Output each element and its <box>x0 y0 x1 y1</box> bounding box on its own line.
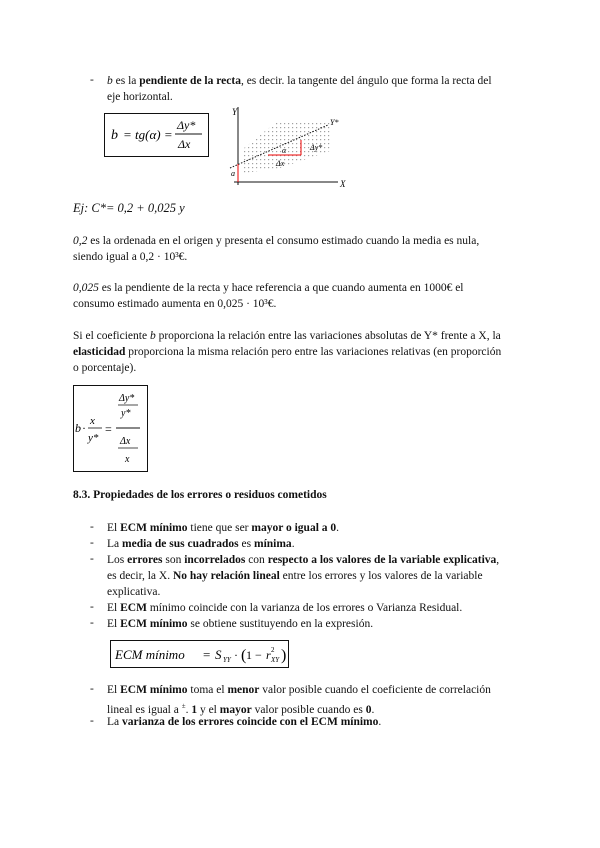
bullet-incorrelados-3: explicativa. <box>107 586 161 598</box>
ecm-rsub: XY <box>271 656 280 664</box>
bullet-dash: - <box>90 601 94 613</box>
formula-elasticity <box>74 386 147 471</box>
paragraph-slope-2: consumo estimado aumenta en 0,025 · 10³€. <box>73 298 277 310</box>
bullet-expresion: El ECM mínimo se obtiene sustituyendo en la expresión. <box>107 618 374 630</box>
ecm-rsup: 2 <box>271 646 275 654</box>
paragraph-intercept-1: 0,2 es la ordenada en el origen y presenta el consumo estimado cuando la media es nula, <box>73 235 480 247</box>
paragraph-slope-1: 0,025 es la pendiente de la recta y hace referencia a que cuando aumenta en 1000€ el <box>73 282 464 294</box>
dy-label: Δy* <box>310 143 323 152</box>
bullet-dash: - <box>90 553 94 565</box>
ecm-one-minus: 1 − <box>246 648 262 662</box>
ecm-rparen: ) <box>281 647 287 664</box>
bullet-dash: - <box>90 683 94 695</box>
formula-den: Δx <box>178 137 191 151</box>
alpha-label: α <box>282 146 287 155</box>
bullet-dash: - <box>90 617 94 629</box>
bullet-menor-1: El ECM mínimo toma el menor valor posible cuando el coeficiente de correlación <box>107 684 491 696</box>
intercept-label: a <box>231 169 235 178</box>
ecm-lparen: ( <box>241 647 247 664</box>
paragraph-elasticity-2: elasticidad proporciona la misma relación pero entre las variaciones relativas (en proporción <box>73 346 502 358</box>
bullet-dash: - <box>90 537 94 549</box>
example-equation: Ej: C*= 0,2 + 0,025 y <box>73 201 185 215</box>
bullet-incorrelados-2: es decir, la X. No hay relación lineal entre los errores y los valores de la variable <box>107 570 483 582</box>
elasticity-dx: Δx <box>120 436 131 447</box>
bullet-incorrelados-1: Los errores son incorrelados con respecto a los valores de la variable explicativa, <box>107 554 500 566</box>
formula-b: b <box>111 128 118 143</box>
formula-elasticity-box <box>73 385 148 472</box>
bullet-varianza-residual: El ECM mínimo coincide con la varianza de los errores o Varianza Residual. <box>107 602 463 614</box>
elasticity-dy: Δy* <box>119 393 135 404</box>
regression-graph <box>220 103 350 193</box>
ecm-dot: · <box>234 648 238 662</box>
formula-slope-box <box>104 113 209 157</box>
formula-num: Δy* <box>177 118 196 132</box>
bullet-varianza-ecm: La varianza de los errores coincide con el ECM mínimo. <box>107 716 382 728</box>
section-heading: 8.3. Propiedades de los errores o residuos cometidos <box>73 489 327 501</box>
elasticity-b: b <box>75 421 81 435</box>
formula-slope <box>105 114 208 156</box>
elasticity-ystar: y* <box>88 432 99 444</box>
formula-tg: = tg(α) = <box>123 127 173 142</box>
bullet-dash: - <box>90 74 94 86</box>
elasticity-eq: = <box>105 422 112 436</box>
bullet-media: La media de sus cuadrados es mínima. <box>107 538 295 550</box>
ecm-lhs: ECM mínimo <box>115 647 185 662</box>
intro-line-2: eje horizontal. <box>107 91 173 103</box>
formula-ecm-box <box>110 640 289 668</box>
elasticity-ystar2: y* <box>121 408 131 419</box>
paragraph-intercept-2: siendo igual a 0,2 · 10³€. <box>73 251 188 263</box>
ecm-Ssub: YY <box>223 656 231 664</box>
x-axis-label: X <box>340 179 346 189</box>
bullet-dash: - <box>90 715 94 727</box>
paragraph-elasticity-1: Si el coeficiente b proporciona la relación entre las variaciones absolutas de Y* frente a X, la <box>73 330 501 342</box>
line-label: Y* <box>330 118 339 127</box>
ecm-S: S <box>215 647 222 662</box>
ecm-eq: = <box>203 647 211 662</box>
elasticity-x2: x <box>125 454 130 465</box>
ecm-r: r <box>266 648 271 662</box>
intro-line-1: b es la pendiente de la recta, es decir. la tangente del ángulo que forma la recta del <box>107 75 492 87</box>
bullet-menor-2: lineal es igual a ±. 1 y el mayor valor posible cuando es 0. <box>107 702 375 716</box>
dx-label: Δx <box>276 159 285 168</box>
y-axis-label: Y <box>232 107 238 117</box>
elasticity-x: x <box>90 415 95 427</box>
elasticity-dot: · <box>82 421 86 435</box>
paragraph-elasticity-3: o porcentaje). <box>73 362 137 374</box>
bullet-ecm-min: El ECM mínimo tiene que ser mayor o igual a 0. <box>107 522 340 534</box>
formula-ecm <box>111 641 288 667</box>
bullet-dash: - <box>90 521 94 533</box>
